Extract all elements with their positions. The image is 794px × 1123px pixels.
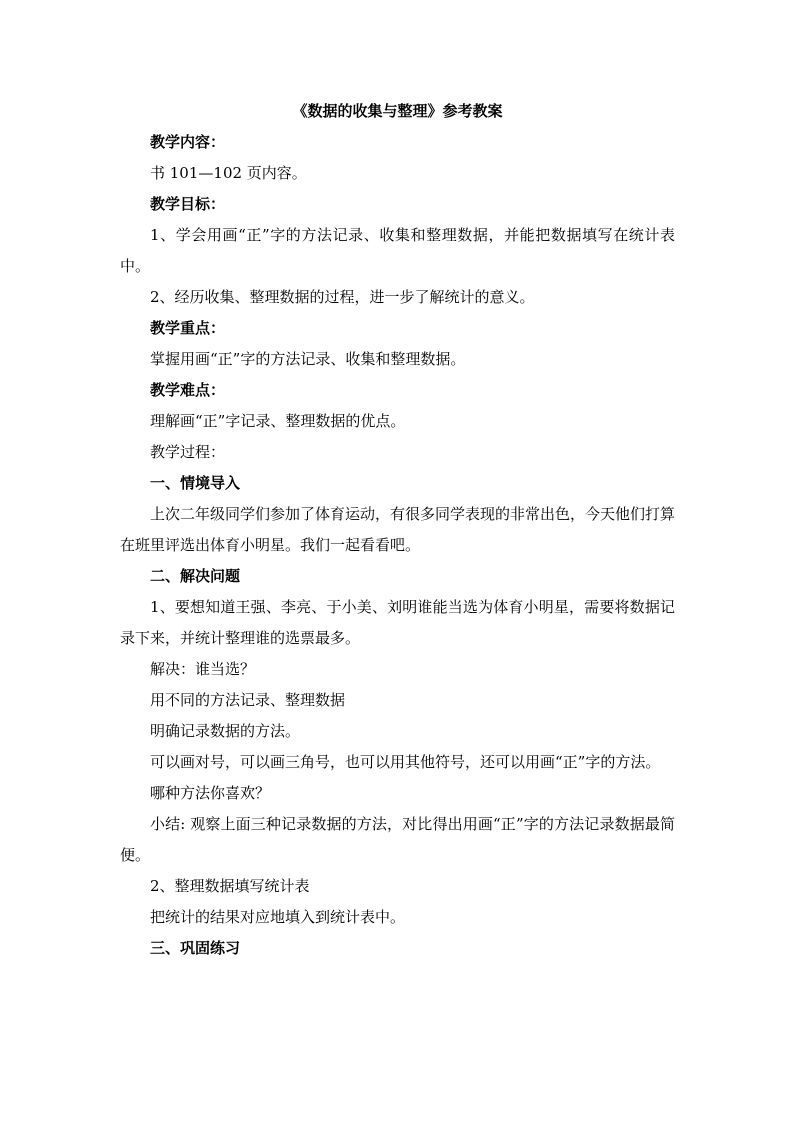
section-heading: 一、情境导入 [150,474,241,492]
paragraph: 2、整理数据填写统计表 [150,877,310,895]
paragraph: 用不同的方法记录、整理数据 [150,691,346,709]
paragraph: 掌握用画“正”字的方法记录、收集和整理数据。 [150,350,466,368]
paragraph: 明确记录数据的方法。 [150,722,301,740]
paragraph: 把统计的结果对应地填入到统计表中。 [150,908,406,926]
paragraph: 可以画对号，可以画三角号，也可以用其他符号，还可以用画“正”字的方法。 [150,753,661,771]
paragraph: 理解画“正”字记录、整理数据的优点。 [150,412,406,430]
section-heading: 二、解决问题 [150,567,241,585]
paragraph: 1、学会用画“正”字的方法记录、收集和整理数据，并能把数据填写在统计表中。 [120,226,675,275]
section-heading: 三、巩固练习 [150,939,241,957]
paragraph: 2、经历收集、整理数据的过程，进一步了解统计的意义。 [150,288,535,306]
paragraph-list [120,127,675,964]
paragraph: 上次二年级同学们参加了体育运动，有很多同学表现的非常出色，今天他们打算在班里评选出体育小明星。我们一起看看吧。 [120,505,676,554]
document-title: 《数据的收集与整理》参考教案 [292,102,503,120]
document-body [120,96,675,964]
paragraph: 教学过程： [150,443,226,461]
section-heading: 教学目标： [150,195,226,213]
section-heading: 教学难点： [150,381,226,399]
paragraph: 小结: 观察上面三种记录数据的方法，对比得出用画“正”字的方法记录数据最简便。 [120,815,675,864]
paragraph: 书 101—102 页内容。 [150,164,307,182]
paragraph: 哪种方法你喜欢？ [150,784,271,802]
paragraph: 1、要想知道王强、李亮、于小美、刘明谁能当选为体育小明星，需要将数据记录下来，并统计整理谁的选票最多。 [120,598,675,647]
section-heading: 教学重点： [150,319,226,337]
paragraph: 解决：谁当选？ [150,660,256,678]
section-heading: 教学内容： [150,133,226,151]
